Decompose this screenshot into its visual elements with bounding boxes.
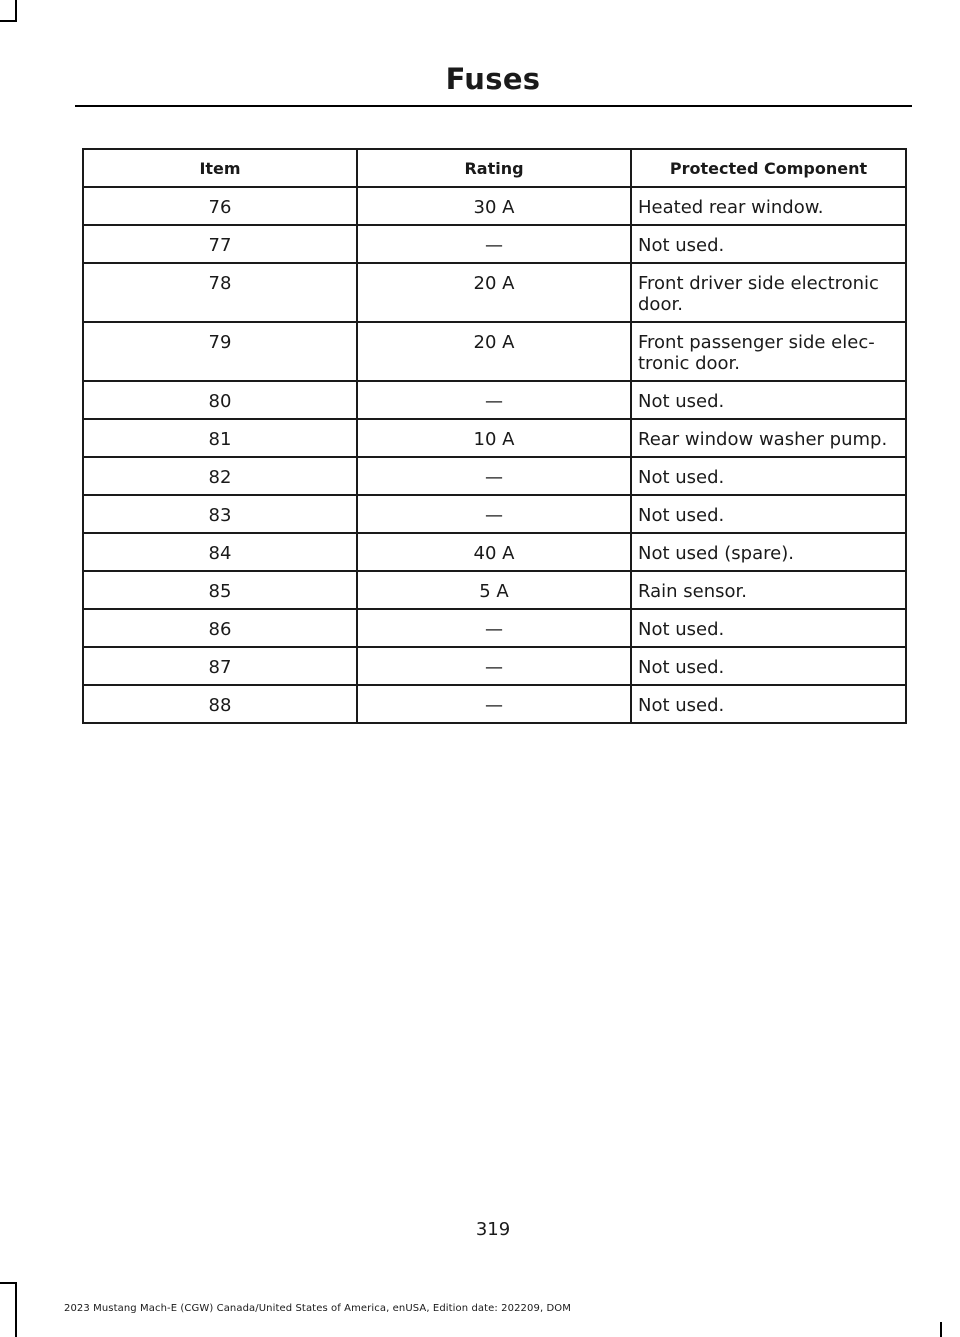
item-cell: 84 xyxy=(83,533,357,571)
rating-cell: — xyxy=(357,225,631,263)
table-row xyxy=(83,571,906,609)
rating-cell: 30 A xyxy=(357,187,631,225)
rating-cell: 20 A xyxy=(357,322,631,381)
protected-component-cell: Not used. xyxy=(631,685,906,723)
rating-cell: 10 A xyxy=(357,419,631,457)
rating-cell: — xyxy=(357,647,631,685)
page-title: Fuses xyxy=(445,62,541,96)
item-cell: 77 xyxy=(83,225,357,263)
rating-cell: 20 A xyxy=(357,263,631,322)
protected-component-cell: Front passenger side elec- tronic door. xyxy=(631,322,906,381)
table-row xyxy=(83,187,906,225)
item-cell: 83 xyxy=(83,495,357,533)
fuse-table-body xyxy=(83,187,906,723)
table-row xyxy=(83,322,906,381)
table-row xyxy=(83,419,906,457)
protected-component-cell: Not used (spare). xyxy=(631,533,906,571)
crop-mark-bottom-right-v xyxy=(940,1322,942,1337)
rating-cell: 5 A xyxy=(357,571,631,609)
table-header-row xyxy=(83,149,906,187)
item-cell: 80 xyxy=(83,381,357,419)
protected-component-cell: Not used. xyxy=(631,381,906,419)
header-rating: Rating xyxy=(357,149,631,187)
header-item: Item xyxy=(83,149,357,187)
protected-component-cell: Not used. xyxy=(631,647,906,685)
table-row xyxy=(83,495,906,533)
protected-component-cell: Front driver side electronic door. xyxy=(631,263,906,322)
header-protected-component: Protected Component xyxy=(631,149,906,187)
item-cell: 79 xyxy=(83,322,357,381)
rating-cell: — xyxy=(357,381,631,419)
crop-mark-bottom-left-v xyxy=(15,1282,17,1337)
protected-component-cell: Not used. xyxy=(631,225,906,263)
rating-cell: — xyxy=(357,609,631,647)
rating-cell: — xyxy=(357,495,631,533)
protected-component-cell: Not used. xyxy=(631,609,906,647)
item-cell: 76 xyxy=(83,187,357,225)
crop-mark-bottom-left-h xyxy=(0,1282,17,1284)
table-row xyxy=(83,533,906,571)
item-cell: 81 xyxy=(83,419,357,457)
table-row xyxy=(83,225,906,263)
protected-component-cell: Heated rear window. xyxy=(631,187,906,225)
table-row xyxy=(83,685,906,723)
rating-cell: 40 A xyxy=(357,533,631,571)
page-number: 319 xyxy=(475,1219,511,1240)
title-rule xyxy=(75,105,912,107)
table-row xyxy=(83,263,906,322)
item-cell: 82 xyxy=(83,457,357,495)
item-cell: 85 xyxy=(83,571,357,609)
crop-mark-top-left-h xyxy=(0,20,17,22)
table-row xyxy=(83,381,906,419)
item-cell: 88 xyxy=(83,685,357,723)
table-row xyxy=(83,647,906,685)
footer-edition: 2023 Mustang Mach-E (CGW) Canada/United States of America, enUSA, Edition date: 202209, DOM xyxy=(64,1303,571,1314)
crop-mark-top-left-v xyxy=(15,0,17,22)
item-cell: 86 xyxy=(83,609,357,647)
protected-component-cell: Not used. xyxy=(631,495,906,533)
fuse-table xyxy=(82,148,907,724)
protected-component-cell: Rear window washer pump. xyxy=(631,419,906,457)
table-row xyxy=(83,609,906,647)
protected-component-cell: Not used. xyxy=(631,457,906,495)
item-cell: 78 xyxy=(83,263,357,322)
protected-component-cell: Rain sensor. xyxy=(631,571,906,609)
table-row xyxy=(83,457,906,495)
rating-cell: — xyxy=(357,685,631,723)
rating-cell: — xyxy=(357,457,631,495)
item-cell: 87 xyxy=(83,647,357,685)
